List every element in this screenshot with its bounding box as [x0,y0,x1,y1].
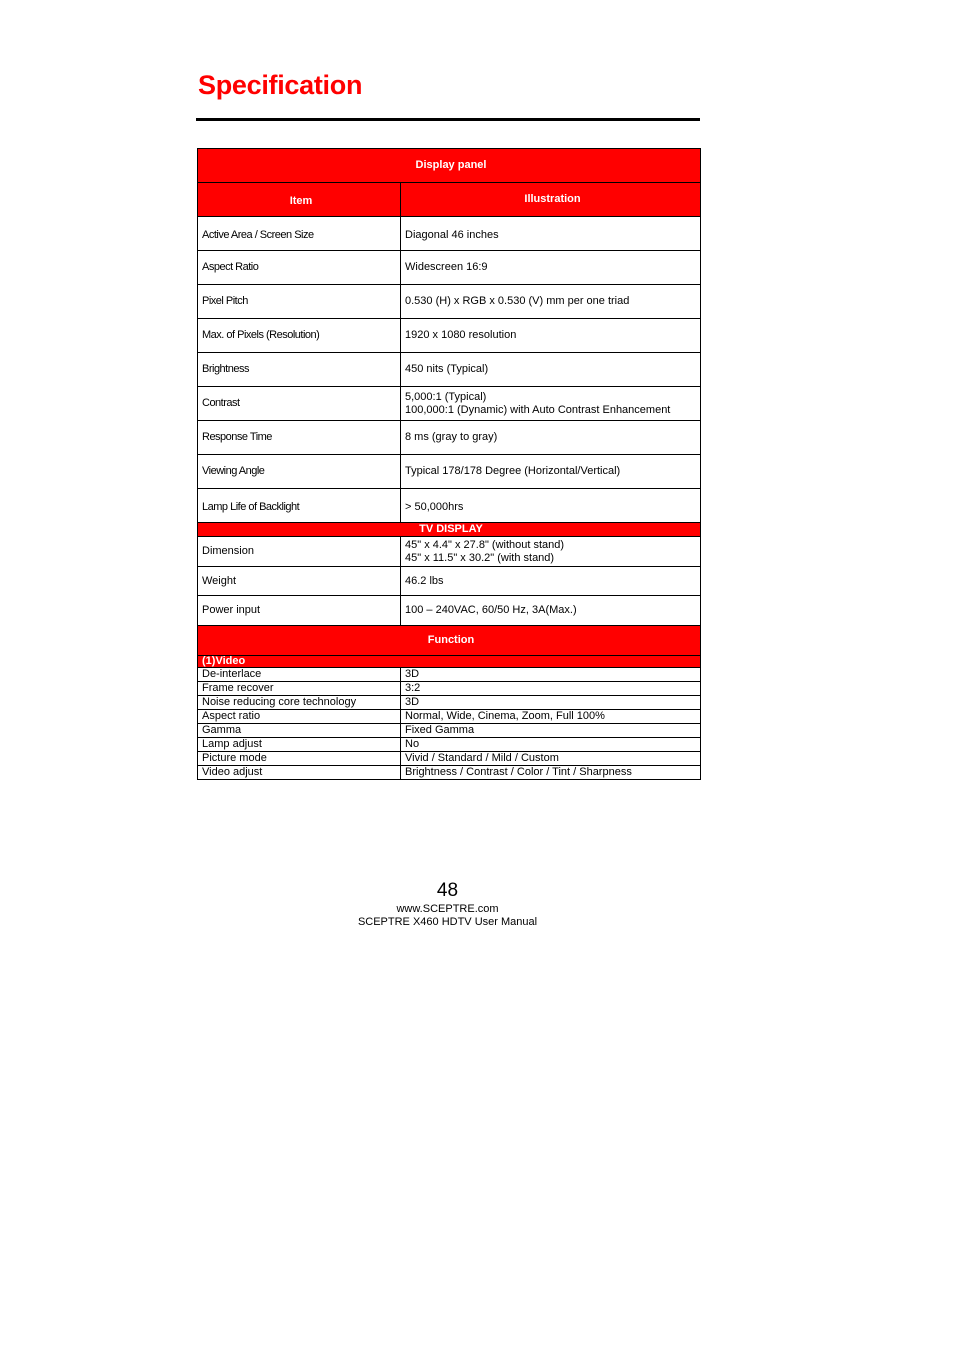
page-number: 48 [436,880,459,901]
table-row [198,353,701,387]
row-value: 1920 x 1080 resolution [401,319,701,353]
row-value: No [401,738,701,752]
column-header-row [198,183,701,217]
row-item: Weight [198,567,401,596]
row-value: 3D [401,696,701,710]
row-item: Aspect ratio [198,710,401,724]
table-row [198,455,701,489]
row-value: 3D [401,668,701,682]
row-value [401,537,701,567]
title-divider [196,118,700,121]
row-value: Typical 178/178 Degree (Horizontal/Vertical) [401,455,701,489]
table-row [198,682,701,696]
page-title: Specification [198,70,363,100]
row-value: Normal, Wide, Cinema, Zoom, Full 100% [401,710,701,724]
section-title: Function [198,626,701,656]
table-row [198,567,701,596]
table-row [198,766,701,780]
column-header-item: Item [198,183,401,217]
row-item: Lamp adjust [198,738,401,752]
row-item: Picture mode [198,752,401,766]
table-row [198,319,701,353]
table-row [198,217,701,251]
section-header-display-panel [198,149,701,183]
column-header-illustration: Illustration [401,183,701,217]
row-value: 3:2 [401,682,701,696]
section-header-function [198,626,701,656]
table-row [198,489,701,523]
row-value: 100 – 240VAC, 60/50 Hz, 3A(Max.) [401,596,701,626]
footer-manual-title: SCEPTRE X460 HDTV User Manual [357,916,538,928]
row-value: 0.530 (H) x RGB x 0.530 (V) mm per one triad [401,285,701,319]
footer-website: www.SCEPTRE.com [396,903,499,915]
row-value: Fixed Gamma [401,724,701,738]
row-item: Noise reducing core technology [198,696,401,710]
table-row [198,596,701,626]
row-value: Diagonal 46 inches [401,217,701,251]
section-title: Display panel [198,149,701,183]
table-row [198,710,701,724]
row-item: Dimension [198,537,401,567]
table-row [198,668,701,682]
table-row [198,537,701,567]
row-value-line: 45" x 4.4" x 27.8" (without stand) [405,538,565,551]
row-item: Pixel Pitch [198,285,401,319]
row-value: Widescreen 16:9 [401,251,701,285]
row-item: Brightness [198,353,401,387]
row-item: Max. of Pixels (Resolution) [198,319,401,353]
row-value: 8 ms (gray to gray) [401,421,701,455]
row-item: Power input [198,596,401,626]
subsection-title: (1)Video [198,656,701,668]
row-value: Brightness / Contrast / Color / Tint / Sharpness [401,766,701,780]
row-value-line: 45" x 11.5" x 30.2" (with stand) [405,551,555,564]
subsection-header-video [198,656,701,668]
row-item: Aspect Ratio [198,251,401,285]
section-title: TV DISPLAY [198,523,701,537]
row-item: Lamp Life of Backlight [198,489,401,523]
row-value: 450 nits (Typical) [401,353,701,387]
table-row [198,696,701,710]
row-value: > 50,000hrs [401,489,701,523]
row-item: Frame recover [198,682,401,696]
table-row [198,752,701,766]
row-item: Active Area / Screen Size [198,217,401,251]
section-header-tv-display [198,523,701,537]
row-item: Viewing Angle [198,455,401,489]
table-row [198,421,701,455]
spec-table [197,148,701,780]
row-value [401,387,701,421]
table-row [198,724,701,738]
table-row [198,285,701,319]
row-item: Gamma [198,724,401,738]
row-item: De-interlace [198,668,401,682]
row-value: 46.2 lbs [401,567,701,596]
row-value-line: 100,000:1 (Dynamic) with Auto Contrast Enhancement [405,403,671,416]
row-value-line: 5,000:1 (Typical) [405,390,487,403]
table-row [198,251,701,285]
row-item: Response Time [198,421,401,455]
table-row [198,387,701,421]
row-value: Vivid / Standard / Mild / Custom [401,752,701,766]
table-row [198,738,701,752]
row-item: Contrast [198,387,401,421]
row-item: Video adjust [198,766,401,780]
